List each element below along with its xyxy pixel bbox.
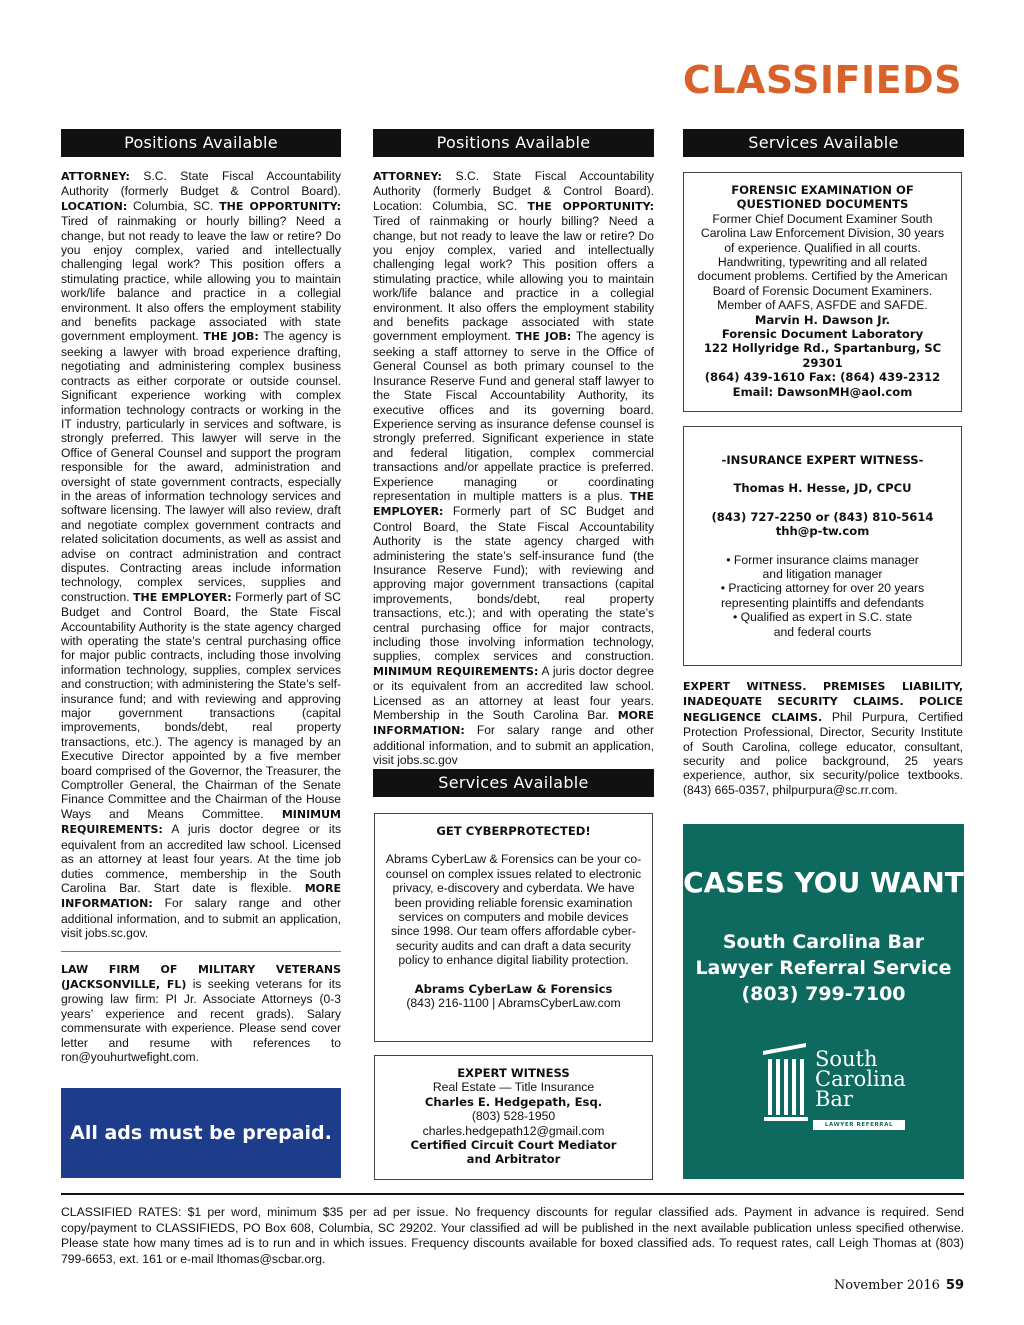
- ad-bullet: • Former insurance claims manager: [726, 552, 919, 567]
- column-2: [373, 129, 654, 768]
- ad-title: EXPERT WITNESS: [457, 1066, 570, 1080]
- ad-label: THE JOB:: [515, 330, 572, 344]
- ad-text: Columbia, SC.: [127, 198, 220, 213]
- insurance-expert-ad: [683, 426, 962, 666]
- ad-text: The agency is seeking a staff attorney to serve in the Office of General Counsel as both primary counsel to the Insurance Reserve Fund and general staff lawyer to the State Fiscal Accountability Authority, its executive offices and its governing board. Experience serving as insurance defense counsel is strongly preferred. Significant experience in state and federal litigation, complex commercial transactions and/or appellate practice is preferred. Experience managing or coordinating representation in multiple matters is a plus.: [373, 329, 655, 503]
- ad-email: charles.hedgepath12@gmail.com: [422, 1123, 605, 1138]
- attorney-ad-it: [61, 169, 341, 941]
- issue-date: November 2016: [833, 1278, 940, 1293]
- ad-text: A juris doctor degree or its equivalent from an accredited law school. Licensed as an attorney at least four years. Membership in the South Carolina Bar.: [373, 663, 654, 723]
- premises-liability-ad: [683, 679, 963, 797]
- ad-address: 122 Hollyridge Rd., Spartanburg, SC 29301: [703, 341, 942, 370]
- ad-person: Thomas H. Hesse, JD, CPCU: [733, 481, 912, 496]
- logo-line: South: [815, 1047, 878, 1071]
- ad-headline: CASES YOU WANT: [683, 866, 964, 899]
- ad-bullet: representing plaintiffs and defendants: [720, 595, 925, 610]
- ad-org: [683, 929, 964, 1007]
- ad-label: LOCATION:: [61, 199, 128, 213]
- column-3: [683, 129, 964, 157]
- ad-contact: (843) 216-1100 | AbramsCyberLaw.com: [406, 996, 621, 1011]
- logo-line: Carolina: [815, 1067, 906, 1091]
- ad-line: Real Estate — Title Insurance: [432, 1080, 595, 1095]
- services-header-2: Services Available: [373, 769, 654, 797]
- ad-label: THE OPPORTUNITY:: [527, 199, 654, 213]
- ad-phone: (803) 528-1950: [471, 1109, 556, 1124]
- section-title: CLASSIFIEDS: [682, 58, 962, 102]
- hedgepath-ad: [374, 1055, 653, 1180]
- ad-cert: Certified Circuit Court Mediator: [410, 1138, 617, 1153]
- ad-cert: and Arbitrator: [466, 1152, 561, 1167]
- ad-label: THE EMPLOYER:: [373, 489, 654, 519]
- ad-email: thh@p-tw.com: [775, 524, 870, 539]
- ad-phone: (864) 439-1610 Fax: (864) 439-2312: [704, 370, 941, 385]
- ad-org-line: Lawyer Referral Service: [695, 957, 952, 979]
- positions-header-2: Positions Available: [373, 129, 654, 157]
- logo-line: Bar: [815, 1087, 853, 1111]
- ad-lead: ATTORNEY:: [61, 170, 130, 183]
- law-firm-ad: [61, 962, 341, 1065]
- ad-org-line: South Carolina Bar: [722, 931, 925, 953]
- ad-text: Formerly part of SC Budget and Control Board, the State Fiscal Accountability Authority is the state agency charged with administering the state’s self-insurance fund (the Insurance Reserve Fund); with reviewing and approving major government transactions (capital improvements, bonds/debt, real property transactions, etc.); and with operating the state’s central purchasing office for major contracts, including those involving information technology, supplies, complex services and construction.: [373, 504, 654, 664]
- ad-label: THE JOB:: [203, 330, 259, 344]
- page-footer: [834, 1278, 964, 1293]
- services-section-2: [373, 769, 654, 797]
- ad-label: THE OPPORTUNITY:: [219, 199, 341, 213]
- ad-label: THE EMPLOYER:: [133, 590, 232, 604]
- ad-person: Marvin H. Dawson Jr.: [754, 312, 891, 327]
- ad-text: The agency is seeking a lawyer with broad experience drafting, negotiating and administering complex business contracts as either corporate or outside counsel. Significant experience working with complex information technology contracts or working in the IT industry, particularly in services and software, is strongly preferred. This lawyer will serve in the Office of General Counsel and support the program responsible for the award, administration and oversight of state government contracts, especially in the areas of information technology services and software licensing. The lawyer will also review, draft and negotiate complex government contracts and related solicitation documents, as well as assist and advise on contract administration and contract disputes. Contracting areas include information technology, complex services, supplies and construction.: [61, 329, 342, 604]
- logo-text: [815, 1049, 906, 1109]
- ad-firm-name: Abrams CyberLaw & Forensics: [414, 981, 613, 996]
- ad-bullet: and federal courts: [773, 624, 872, 639]
- ad-label: MINIMUM REQUIREMENTS:: [61, 807, 341, 837]
- ad-email: Email: DawsonMH@aol.com: [732, 384, 913, 399]
- ad-body: Abrams CyberLaw & Forensics can be your co-counsel on complex issues related to electronic privacy, e-discovery and cyberdata. We have been providing reliable forensic examination services on computers and mobile devices since 1998. Our team offers affordable cyber-security audits and can draft a data security policy to enhance digital liability protection.: [385, 852, 642, 968]
- ad-title: QUESTIONED DOCUMENTS: [736, 197, 909, 212]
- logo-band: LAWYER REFERRAL SERVICE: [813, 1120, 905, 1130]
- ad-label: MORE INFORMATION:: [373, 709, 654, 738]
- ad-text: S.C. State Fiscal Accountability Authority (formerly Budget & Control Board). Location: Columbia, SC.: [373, 169, 654, 213]
- ad-phone: (843) 727-2250 or (843) 810-5614: [711, 509, 934, 524]
- rates-divider: [61, 1193, 964, 1195]
- ad-label: MORE INFORMATION:: [61, 881, 341, 911]
- ad-title: -INSURANCE EXPERT WITNESS-: [721, 453, 924, 467]
- ad-lead: LAW FIRM OF MILITARY VETERANS (JACKSONVILLE, FL): [61, 962, 341, 991]
- ad-bullet: • Qualified as expert in S.C. state: [732, 610, 913, 625]
- ad-label: MINIMUM REQUIREMENTS:: [373, 664, 539, 678]
- cyberprotected-ad: [374, 813, 653, 1042]
- ad-text: Formerly part of SC Budget and Control Board, the State Fiscal Accountability Authority is the state agency charged with operating the state’s central purchasing office for major public contracts, including those involving information technology, supplies, complex services and construction; with administering the State’s self-insurance fund; and with reviewing and approving major government transactions (capital improvements, bonds/debt, real property transactions, etc.). The agency is managed by an Executive Director appointed by a five member board comprised of the Governor, the Treasurer, the Comptroller General, the Chairman of the Senate Finance Committee and the Chairman of the House Ways and Means Committee.: [61, 589, 341, 821]
- forensic-ad: [683, 172, 962, 412]
- classified-rates: CLASSIFIED RATES: $1 per word, minimum $35 per ad per issue. No frequency discounts for regular classified ads. Payment in advance is required. Send copy/payment to CLASSIFIEDS, PO Box 608, Columbia, SC 29202. Your classified ad will be published in the next available publication unless specified otherwise. Please state how many times ad is to run and in which issues. Frequency discounts available for boxed classified ads. To request rates, call Leigh Thomas at (803) 799-6653, ext. 161 or e-mail lthomas@scbar.org.: [61, 1205, 964, 1266]
- ad-phone: (803) 799-7100: [741, 983, 906, 1005]
- ad-text: Tired of rainmaking or hourly billing? Need a change, but not ready to leave the law or retire? Do you enjoy complex, varied and intellectually challenging legal work? This position offers a stimulating practice, while allowing you to maintain work/life balance and practice in a collegial environment. It also offers the employment stability and benefits package associated with state government employment.: [373, 214, 654, 344]
- ad-text: For salary range and other additional information, and to submit an application, visit jobs.sc.gov: [373, 723, 654, 768]
- divider: [61, 951, 341, 952]
- ad-text: S.C. State Fiscal Accountability Authority (formerly Budget & Control Board).: [61, 169, 341, 199]
- services-header-3: Services Available: [683, 129, 964, 157]
- ad-title: FORENSIC EXAMINATION OF: [731, 183, 914, 197]
- ad-text: A juris doctor degree or its equivalent from an accredited law school. Licensed as an attorney at least four years. At the time job duties commence, membership in the South Carolina Bar. Start date is flexible.: [61, 822, 341, 895]
- ad-bullet: and litigation manager: [762, 567, 883, 582]
- ad-lead: EXPERT WITNESS. PREMISES LIABILITY, INADEQUATE SECURITY CLAIMS. POLICE NEGLIGENCE CLAIMS.: [683, 680, 963, 724]
- lawyer-referral-ad: [683, 824, 964, 1179]
- attorney-ad-insurance: [373, 169, 654, 768]
- page-number: 59: [945, 1278, 964, 1293]
- ad-body: Former Chief Document Examiner South Carolina Law Enforcement Division, 30 years of experience. Qualified in all courts. Handwriting, typewriting and all related document problems. Certified by the American Board of Forensic Document Examiners. Member of AAFS, ASFDE and SAFDE.: [697, 211, 948, 313]
- ad-person: Charles E. Hedgepath, Esq.: [424, 1094, 603, 1109]
- ad-text: Phil Purpura, Certified Protection Professional, Director, Security Institute of South Carolina, college educator, consultant, security and police background, 25 years experience, author, six security/police textbooks. (843) 665-0357, philpurpura@sc.rr.com.: [683, 709, 963, 797]
- column-1: [61, 129, 341, 1064]
- ad-text: is seeking veterans for its growing law firm: PI Jr. Associate Attorneys (0-3 years’ experience and recent grads). Salary commensurate with experience. Please send cover letter and resume with references to ron@youhurtwefight.com.: [61, 976, 341, 1064]
- ad-bullet: • Practicing attorney for over 20 years: [720, 581, 925, 596]
- positions-header-1: Positions Available: [61, 129, 341, 157]
- ad-lead: ATTORNEY:: [373, 170, 442, 183]
- ad-text: Tired of rainmaking or hourly billing? Need a change, but not ready to leave the law or retire? Do you enjoy complex, varied and intellectually challenging legal work? This position offers a stimulating practice, while allowing you to maintain work/life balance and practice in a collegial environment. It also offers the employment stability and benefits package associated with state government employment.: [61, 214, 341, 344]
- ad-title: GET CYBERPROTECTED!: [436, 824, 591, 838]
- ad-text: For salary range and other additional information, and to submit an application, visit jobs.sc.gov.: [61, 896, 341, 941]
- ad-lab: Forensic Document Laboratory: [721, 327, 924, 342]
- prepaid-notice: All ads must be prepaid.: [61, 1088, 341, 1178]
